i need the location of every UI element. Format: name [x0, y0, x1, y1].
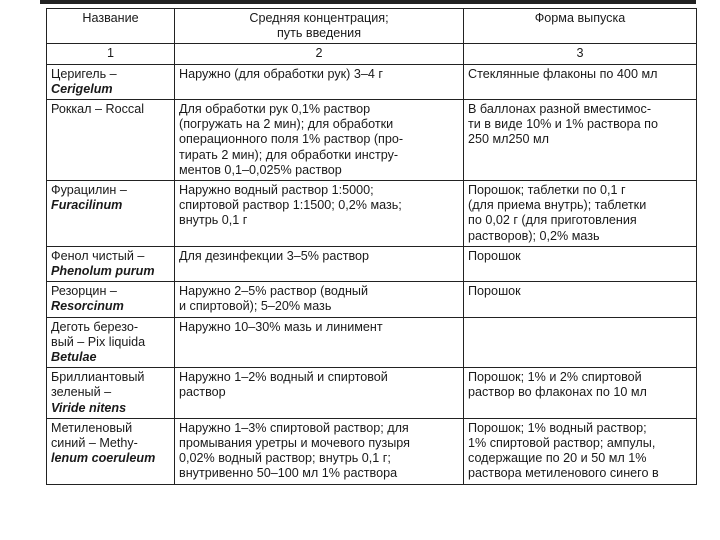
column-number: 2 [175, 44, 464, 64]
table-row [47, 181, 697, 247]
dose-cell: Наружно 1–3% спиртовой раствор; для промывания уретры и мочевого пузыря 0,02% водный раствор; внутрь 0,1 г; внутривенно 50–100 мл 1% раствора [175, 418, 464, 484]
column-number: 3 [464, 44, 697, 64]
header-row [47, 9, 697, 44]
drug-name-cell: Бриллиантовый зеленый – Viride nitens [47, 368, 175, 419]
form-cell: В баллонах разной вместимос- ти в виде 10% и 1% раствора по 250 мл250 мл [464, 100, 697, 181]
drug-name-cell: Фурацилин – Furacilinum [47, 181, 175, 247]
column-number-row [47, 44, 697, 64]
form-cell: Порошок; 1% водный раствор; 1% спиртовой раствор; ампулы, содержащие по 20 и 50 мл 1% раствора метиленового синего в [464, 418, 697, 484]
table-row [47, 246, 697, 281]
column-number: 1 [47, 44, 175, 64]
drug-name-cell: Метиленовый синий – Methy- lenum coeruleum [47, 418, 175, 484]
drug-name-cell: Резорцин – Resorcinum [47, 282, 175, 317]
form-cell: Порошок; таблетки по 0,1 г (для приема внутрь); таблетки по 0,02 г (для приготовления растворов); 0,2% мазь [464, 181, 697, 247]
drug-name-cell: Церигель – Cerigelum [47, 64, 175, 99]
drug-name-cell: Деготь березо- вый – Pix liquida Betulae [47, 317, 175, 368]
drug-name-cell: Фенол чистый – Phenolum purum [47, 246, 175, 281]
dose-cell: Для дезинфекции 3–5% раствор [175, 246, 464, 281]
form-cell: Порошок; 1% и 2% спиртовой раствор во флаконах по 10 мл [464, 368, 697, 419]
dose-cell: Наружно 2–5% раствор (водный и спиртовой); 5–20% мазь [175, 282, 464, 317]
dose-cell: Наружно 1–2% водный и спиртовой раствор [175, 368, 464, 419]
table-row [47, 418, 697, 484]
form-cell: Стеклянные флаконы по 400 мл [464, 64, 697, 99]
drug-table [46, 8, 697, 485]
drug-name-cell: Роккал – Roccal [47, 100, 175, 181]
form-cell [464, 317, 697, 368]
table-row [47, 368, 697, 419]
dose-cell: Для обработки рук 0,1% раствор (погружать на 2 мин); для обработки операционного поля 1% раствор (про- тирать 2 мин); для обработки инстру- ментов 0,1–0,025% раствор [175, 100, 464, 181]
table-row [47, 64, 697, 99]
form-cell: Порошок [464, 282, 697, 317]
table-row [47, 282, 697, 317]
table-row [47, 100, 697, 181]
form-cell: Порошок [464, 246, 697, 281]
dose-cell: Наружно (для обработки рук) 3–4 г [175, 64, 464, 99]
top-rule [40, 0, 696, 4]
header-form: Форма выпуска [464, 9, 697, 44]
header-name: Название [47, 9, 175, 44]
header-concentration: Средняя концентрация; путь введения [175, 9, 464, 44]
table-row [47, 317, 697, 368]
dose-cell: Наружно водный раствор 1:5000; спиртовой раствор 1:1500; 0,2% мазь; внутрь 0,1 г [175, 181, 464, 247]
dose-cell: Наружно 10–30% мазь и линимент [175, 317, 464, 368]
